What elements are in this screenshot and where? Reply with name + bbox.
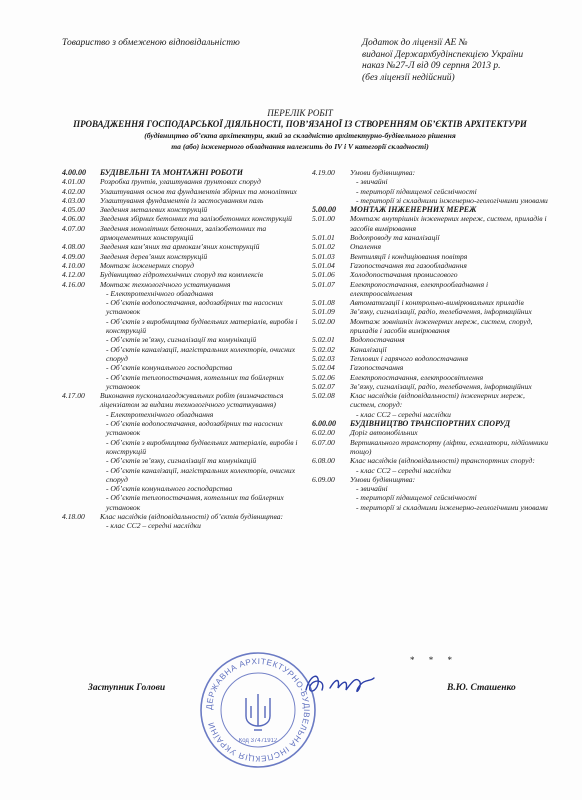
work-code: 4.08.00: [62, 242, 85, 252]
work-text: Клас наслідків (відповідальності) інженерних мереж, систем, споруд:: [350, 391, 525, 410]
work-subitem: [62, 419, 298, 438]
work-text: Зведення кам’яних та армокам’яних конструкцій: [100, 242, 260, 252]
work-code: 5.01.00: [312, 214, 335, 224]
work-text: - клас СС2 – середні наслідки: [106, 521, 201, 531]
work-item: [62, 205, 298, 214]
work-code: 6.02.00: [312, 428, 335, 438]
work-text: Клас наслідків (відповідальності) об’єктів будівництва:: [100, 511, 284, 521]
work-text: - території підвищеної сейсмічності: [356, 493, 477, 503]
work-text: Умови будівництва:: [350, 474, 416, 484]
work-item: [62, 280, 298, 289]
work-text: Електропостачання, електрообладнання і електроосвітлення: [350, 279, 489, 298]
work-code: [312, 187, 350, 196]
works-list-left: [62, 168, 298, 531]
work-subitem: [62, 484, 298, 493]
work-text: Монтаж інженерних споруд: [100, 260, 194, 270]
work-text: Монтаж внутрішніх інженерних мереж, систем, приладів і засобів вимірювання: [350, 214, 547, 233]
work-code: [62, 363, 100, 372]
work-code: [62, 317, 100, 336]
work-item: [312, 214, 550, 233]
document-title: [60, 108, 540, 152]
work-text: Зведення металевих конструкцій: [100, 205, 208, 215]
work-code: [312, 493, 350, 502]
work-code: 5.01.09: [312, 307, 335, 317]
work-code: 4.18.00: [62, 511, 85, 521]
work-item: [312, 363, 550, 372]
work-text: МОНТАЖ ІНЖЕНЕРНИХ МЕРЕЖ: [350, 205, 477, 215]
work-code: [62, 493, 100, 512]
annex-line: (без ліцензії недійсний): [362, 72, 455, 83]
work-code: 4.16.00: [62, 279, 85, 289]
work-item: [312, 280, 550, 299]
work-item: [62, 224, 298, 243]
work-code: 5.02.00: [312, 316, 335, 326]
work-code: 5.01.01: [312, 233, 335, 243]
annex-line: Додаток до ліцензії АЕ №: [362, 38, 468, 48]
work-text: - Об’єктів теплопостачання, котельних та бойлерних установок: [106, 493, 284, 512]
work-code: 6.08.00: [312, 456, 335, 466]
work-text: Доріг автомобільних: [350, 428, 418, 438]
work-subitem: [62, 335, 298, 344]
title-line: ПРОВАДЖЕННЯ ГОСПОДАРСЬКОЇ ДІЯЛЬНОСТІ, ПОВ’ЯЗАНОЇ ІЗ СТВОРЕННЯМ ОБ’ЄКТІВ АРХІТЕКТУРИ: [73, 119, 527, 129]
work-text: Монтаж технологічного устаткування: [100, 279, 231, 289]
work-text: Зв’язку, сигналізації, радіо, телебачення, інформаційних: [350, 381, 532, 391]
work-item: [62, 242, 298, 251]
work-text: Водопостачання: [350, 335, 405, 345]
work-text: - Об’єктів зв’язку, сигналізації та комунікацій: [106, 335, 257, 345]
work-item: [312, 233, 550, 242]
work-item: [312, 382, 550, 391]
work-text: Монтаж зовнішніх інженерних мереж, систем, споруд, приладів і засобів вимірювання: [350, 316, 533, 336]
work-text: Умови будівництва:: [350, 168, 416, 177]
work-item: [312, 391, 550, 410]
work-item: [312, 298, 550, 307]
works-list-right: [312, 168, 550, 512]
work-item: [62, 391, 298, 410]
work-item: [312, 335, 550, 344]
work-item: [312, 345, 550, 354]
work-code: [62, 419, 100, 438]
work-subitem: [62, 493, 298, 512]
annex-line: виданої Держархбудінспекцією України: [362, 49, 524, 60]
work-code: 4.00.00: [62, 168, 86, 177]
work-subitem: [62, 317, 298, 336]
work-text: - Об’єктів комунального господарства: [106, 363, 233, 373]
work-text: - Об’єктів теплопостачання, котельних та бойлерних установок: [106, 372, 284, 391]
work-subitem: [312, 187, 550, 196]
work-subitem: [62, 363, 298, 372]
work-code: 6.07.00: [312, 437, 335, 447]
work-subitem: [312, 177, 550, 186]
work-text: Автоматизації і контрольно-вимірювальних приладів: [350, 298, 524, 308]
work-text: Опалення: [350, 242, 382, 252]
work-text: Зведення дерев’яних конструкцій: [100, 251, 208, 261]
work-subitem: [62, 410, 298, 419]
work-text: Електропостачання, електроосвітлення: [350, 372, 484, 382]
work-item: [312, 438, 550, 457]
work-code: 4.12.00: [62, 270, 85, 280]
work-code: [62, 466, 100, 485]
work-item: [312, 307, 550, 316]
work-text: БУДІВЕЛЬНІ ТА МОНТАЖНІ РОБОТИ: [100, 168, 243, 177]
work-text: - клас СС2 – середні наслідки: [356, 409, 451, 419]
work-text: - Об’єктів каналізації, магістральних колекторів, очисних споруд: [106, 344, 296, 363]
work-subitem: [312, 503, 550, 512]
work-code: [312, 503, 350, 512]
work-code: [62, 484, 100, 493]
work-code: [62, 373, 100, 392]
trident-icon: [246, 694, 270, 730]
work-text: - Об’єктів каналізації, магістральних колекторів, очисних споруд: [106, 465, 296, 484]
work-text: - клас СС2 – середні наслідки: [356, 465, 451, 475]
work-text: Вентиляції і кондиціювання повітря: [350, 251, 468, 261]
work-code: 5.01.04: [312, 260, 335, 270]
work-subitem: [62, 466, 298, 485]
work-subitem: [62, 298, 298, 317]
work-item: [62, 270, 298, 279]
work-text: Улаштування основ та фундаментів збірних та монолітних: [100, 186, 297, 196]
work-text: Клас наслідків (відповідальності) транспортних споруд:: [350, 456, 535, 466]
work-text: - звичайні: [356, 177, 388, 187]
work-subitem: [312, 493, 550, 502]
work-text: - Об’єктів комунального господарства: [106, 484, 233, 494]
work-text: Теплових і гарячого водопостачання: [350, 353, 469, 363]
work-code: 4.02.00: [62, 186, 85, 196]
work-code: 4.01.00: [62, 177, 85, 187]
signatory-name: В.Ю. Сташенко: [447, 683, 516, 693]
work-code: 5.01.03: [312, 251, 335, 261]
work-text: Розробка ґрунтів, улаштування ґрунтових споруд: [100, 177, 261, 187]
work-code: [62, 521, 100, 530]
work-text: - території підвищеної сейсмічності: [356, 186, 477, 196]
work-code: 5.02.07: [312, 381, 335, 391]
end-marker: * * *: [410, 655, 458, 665]
work-text: Зв’язку, сигналізації, радіо, телебачення, інформаційних: [350, 307, 532, 317]
work-text: Вертикального транспорту (ліфти, ескалатори, підйомники тощо): [350, 437, 549, 456]
work-item: [312, 261, 550, 270]
work-item: [312, 270, 550, 279]
work-code: 5.01.06: [312, 270, 335, 280]
work-code: 5.01.07: [312, 279, 335, 289]
work-text: - Об’єктів водопостачання, водозабірних та насосних установок: [106, 298, 283, 317]
work-text: БУДІВНИЦТВО ТРАНСПОРТНИХ СПОРУД: [350, 419, 511, 429]
work-code: 5.00.00: [312, 205, 336, 215]
work-text: Будівництво гідротехнічних споруд та комплексів: [100, 270, 264, 280]
title-line: ПЕРЕЛІК РОБІТ: [267, 108, 333, 118]
work-text: Газопостачання та газообладнання: [350, 260, 467, 270]
work-text: - Електротехнічного обладнання: [106, 288, 214, 298]
work-code: [62, 438, 100, 457]
work-code: 4.03.00: [62, 195, 85, 205]
signatory-position: Заступник Голови: [88, 683, 166, 693]
work-text: Холодопостачання промислового: [350, 270, 458, 280]
work-item: [312, 168, 550, 177]
work-text: Зведення монолітних бетонних, залізобетонних та армоцементних конструкцій: [100, 223, 267, 243]
work-subitem: [62, 521, 298, 530]
work-code: 5.02.01: [312, 335, 335, 345]
work-text: Газопостачання: [350, 363, 404, 373]
work-item: [312, 456, 550, 465]
work-code: 4.06.00: [62, 214, 85, 224]
work-code: 4.09.00: [62, 251, 85, 261]
work-code: 4.10.00: [62, 260, 85, 270]
work-code: 4.05.00: [62, 205, 85, 215]
work-text: - звичайні: [356, 484, 388, 494]
work-text: - Об’єктів з виробництва будівельних матеріалів, виробів і конструкцій: [106, 316, 298, 336]
work-item: [312, 428, 550, 437]
work-text: - Електротехнічного обладнання: [106, 409, 214, 419]
work-code: 4.19.00: [312, 168, 335, 177]
work-code: [312, 410, 350, 419]
work-code: [312, 177, 350, 186]
work-item: [62, 214, 298, 223]
work-code: [312, 196, 350, 205]
work-code: 5.02.03: [312, 353, 335, 363]
work-item: [312, 205, 550, 214]
work-code: [62, 345, 100, 364]
work-code: [312, 466, 350, 475]
work-code: 5.02.08: [312, 391, 335, 401]
work-code: [62, 410, 100, 419]
work-item: [62, 512, 298, 521]
work-item: [312, 354, 550, 363]
work-code: [62, 456, 100, 465]
work-text: Улаштування фундаментів із застосуванням паль: [100, 195, 264, 205]
work-item: [312, 242, 550, 251]
work-text: - території зі складними інженерно-геологічними умовами: [356, 195, 548, 205]
work-text: - Об’єктів зв’язку, сигналізації та комунікацій: [106, 456, 257, 466]
work-code: [62, 289, 100, 298]
work-text: - Об’єктів з виробництва будівельних матеріалів, виробів і конструкцій: [106, 437, 298, 456]
work-item: [62, 252, 298, 261]
work-code: 6.00.00: [312, 419, 336, 429]
organization-header: Товариство з обмеженою відповідальністю: [62, 38, 240, 48]
work-text: Водопроводу та каналізації: [350, 233, 440, 243]
work-text: Каналізації: [350, 344, 387, 354]
work-subitem: [62, 438, 298, 457]
work-item: [312, 475, 550, 484]
work-text: Виконання пусконалагоджувальних робіт (визначається ліцензіатом за видами технологічного устаткування): [100, 391, 284, 410]
work-subitem: [312, 484, 550, 493]
work-code: 5.01.08: [312, 298, 335, 308]
work-subitem: [62, 456, 298, 465]
work-subitem: [312, 410, 550, 419]
work-subitem: [312, 466, 550, 475]
work-text: - Об’єктів водопостачання, водозабірних та насосних установок: [106, 419, 283, 438]
title-subline: та (або) інженерного обладнання належить до IV і V категорії складності): [171, 142, 429, 151]
work-code: 5.01.02: [312, 242, 335, 252]
work-item: [312, 252, 550, 261]
title-subline: (будівництво об’єкта архітектури, який за складністю архітектурно-будівельного рішення: [144, 131, 456, 140]
work-item: [62, 177, 298, 186]
work-code: 5.02.06: [312, 372, 335, 382]
work-code: [62, 298, 100, 317]
work-item: [62, 187, 298, 196]
work-code: 5.02.04: [312, 363, 335, 373]
work-item: [62, 196, 298, 205]
work-item: [62, 168, 298, 177]
work-text: - території зі складними інженерно-геологічними умовами: [356, 502, 548, 512]
work-subitem: [312, 196, 550, 205]
work-subitem: [62, 373, 298, 392]
work-item: [312, 419, 550, 428]
annex-line: наказ №27-Л від 09 серпня 2013 р.: [362, 61, 501, 71]
svg-text:Код 37471912: Код 37471912: [238, 738, 278, 744]
work-code: 6.09.00: [312, 474, 335, 484]
work-code: 5.02.02: [312, 344, 335, 354]
work-text: Зведення збірних бетонних та залізобетонних конструкцій: [100, 214, 292, 224]
work-code: [62, 335, 100, 344]
work-subitem: [62, 289, 298, 298]
work-item: [312, 373, 550, 382]
work-item: [62, 261, 298, 270]
work-code: 4.17.00: [62, 391, 85, 401]
svg-text:ДЕРЖАВНА АРХІТЕКТУРНО-БУДІВЕЛЬ: ДЕРЖАВНА АРХІТЕКТУРНО-БУДІВЕЛЬНА ІНСПЕКЦІЯ УКРАЇНИ: [204, 656, 312, 764]
official-seal: [198, 650, 318, 770]
work-subitem: [62, 345, 298, 364]
work-code: [312, 484, 350, 493]
work-code: 4.07.00: [62, 223, 85, 233]
work-item: [312, 317, 550, 336]
annex-reference: [362, 38, 562, 84]
